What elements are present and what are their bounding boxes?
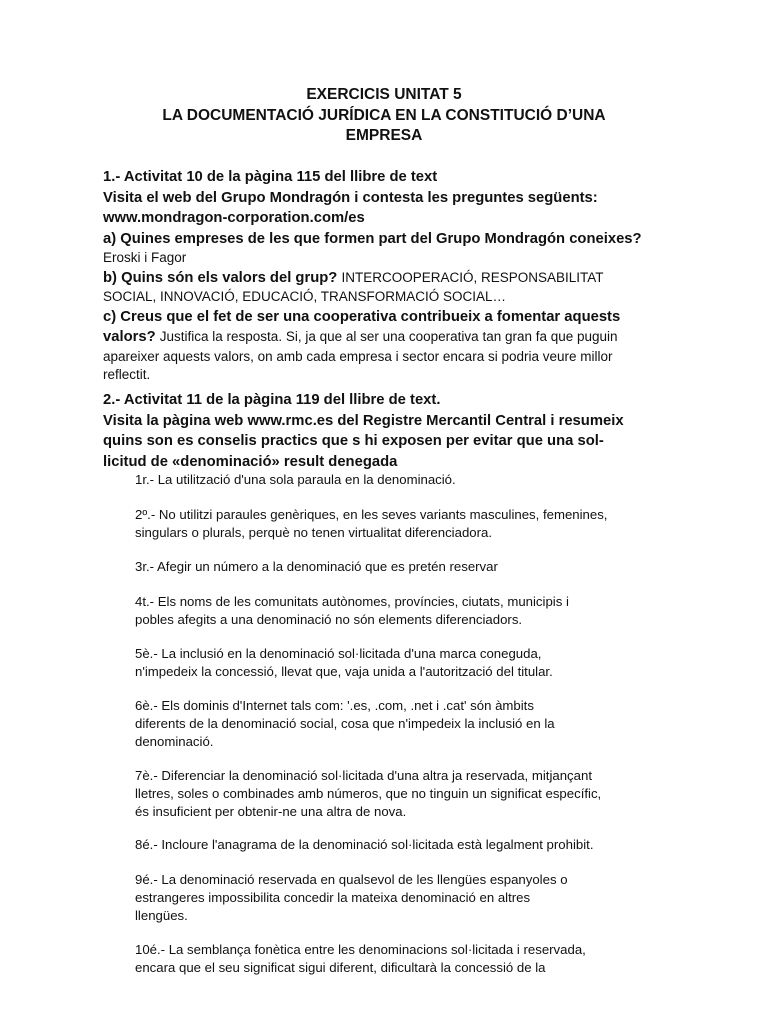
section-1 [103, 167, 673, 385]
list-item-2 [135, 506, 675, 542]
list-item-text: estrangeres impossibilita concedir la mateixa denominació en altres [135, 890, 531, 906]
question-b: b) Quins són els valors del grup? [103, 269, 338, 286]
list-item-text: 4t.- Els noms de les comunitats autònomes, províncies, ciutats, municipis i [135, 594, 569, 609]
list-item-text: lletres, soles o combinades amb números, que no tinguin un significat específic, [135, 786, 602, 802]
list-item-text: n'impedeix la concessió, llevat que, vaja unida a l'autorització del titular. [135, 664, 553, 680]
answer-a: Eroski i Fagor [103, 250, 187, 265]
section-2-instruction-line-1: Visita la pàgina web www.rmc.es del Registre Mercantil Central i resumeix [103, 412, 624, 429]
list-item-text: diferents de la denominació social, cosa que n'impedeix la inclusió en la [135, 716, 555, 732]
list-item-text: pobles afegits a una denominació no són elements diferenciadors. [135, 612, 523, 628]
document-subtitle-line-2: EMPRESA [345, 127, 423, 144]
answer-c-line-3: reflectit. [103, 367, 151, 382]
question-c-line-2 [103, 327, 673, 348]
section-2-instruction-line-2: quins son es conselis practics que s hi exposen per evitar que una sol- [103, 433, 604, 449]
document-title: EXERCICIS UNITAT 5 [306, 86, 462, 103]
list-item-text: 3r.- Afegir un número a la denominació que es pretén reservar [135, 559, 498, 574]
answer-c-line-2: apareixer aquests valors, on amb cada empresa i sector encara si podria veure millor [103, 348, 613, 364]
question-c-line-1: c) Creus que el fet de ser una cooperativa contribueix a fomentar aquests [103, 308, 621, 325]
answer-b-part-2: SOCIAL, INNOVACIÓ, EDUCACIÓ, TRANSFORMACIÓ SOCIAL… [103, 289, 507, 304]
section-1-url: www.mondragon-corporation.com/es [103, 210, 365, 226]
document-subtitle-line-1: LA DOCUMENTACIÓ JURÍDICA EN LA CONSTITUCIÓ D’UNA [162, 107, 606, 124]
list-item-text: 8é.- Incloure l'anagrama de la denominació sol·licitada està legalment prohibit. [135, 837, 594, 852]
section-2-heading: 2.- Activitat 11 de la pàgina 119 del llibre de text. [103, 392, 441, 408]
list-item-6 [135, 697, 675, 752]
list-item-text: denominació. [135, 734, 214, 750]
section-1-heading: 1.- Activitat 10 de la pàgina 115 del llibre de text [103, 169, 438, 185]
section-2 [103, 390, 673, 472]
list-item-10 [135, 941, 675, 977]
list-item-3 [135, 558, 675, 576]
list-item-8 [135, 836, 675, 854]
list-item-text: 6è.- Els dominis d'Internet tals com: '.es, .com, .net i .cat' són àmbits [135, 698, 534, 713]
list-item-5 [135, 645, 675, 681]
list-item-1 [135, 471, 675, 489]
list-item-text: 10é.- La semblança fonètica entre les denominacions sol·licitada i reservada, [135, 942, 586, 957]
list-item-text: encara que el seu significat sigui diferent, dificultarà la concessió de la [135, 960, 546, 976]
question-a: a) Quines empreses de les que formen part del Grupo Mondragón coneixes? [103, 230, 642, 247]
section-2-instruction-line-3: licitud de «denominació» result denegada [103, 453, 398, 470]
question-b-line [103, 268, 673, 289]
list-item-text: és insuficient per obtenir-ne una altra de nova. [135, 804, 407, 820]
answer-c-line-1: Justifica la resposta. Si, ja que al ser una cooperativa tan gran fa que puguin [159, 329, 618, 344]
list-item-text: 5è.- La inclusió en la denominació sol·licitada d'una marca coneguda, [135, 646, 542, 661]
list-item-text: 2º.- No utilitzi paraules genèriques, en les seves variants masculines, femenines, [135, 507, 608, 522]
list-item-text: 9é.- La denominació reservada en qualsevol de les llengües espanyoles o [135, 872, 568, 887]
list-item-text: 1r.- La utilització d'una sola paraula en la denominació. [135, 472, 456, 487]
list-item-text: singulars o plurals, perquè no tenen virtualitat diferenciadora. [135, 525, 493, 541]
list-item-9 [135, 871, 675, 926]
list-item-text: llengües. [135, 908, 188, 924]
section-1-instruction: Visita el web del Grupo Mondragón i contesta les preguntes següents: [103, 189, 598, 206]
list-item-text: 7è.- Diferenciar la denominació sol·licitada d'una altra ja reservada, mitjançant [135, 768, 592, 783]
question-c-end: valors? [103, 329, 156, 345]
answer-b-part-1: INTERCOOPERACIÓ, RESPONSABILITAT [341, 269, 604, 285]
list-item-7 [135, 767, 675, 822]
list-item-4 [135, 593, 675, 629]
